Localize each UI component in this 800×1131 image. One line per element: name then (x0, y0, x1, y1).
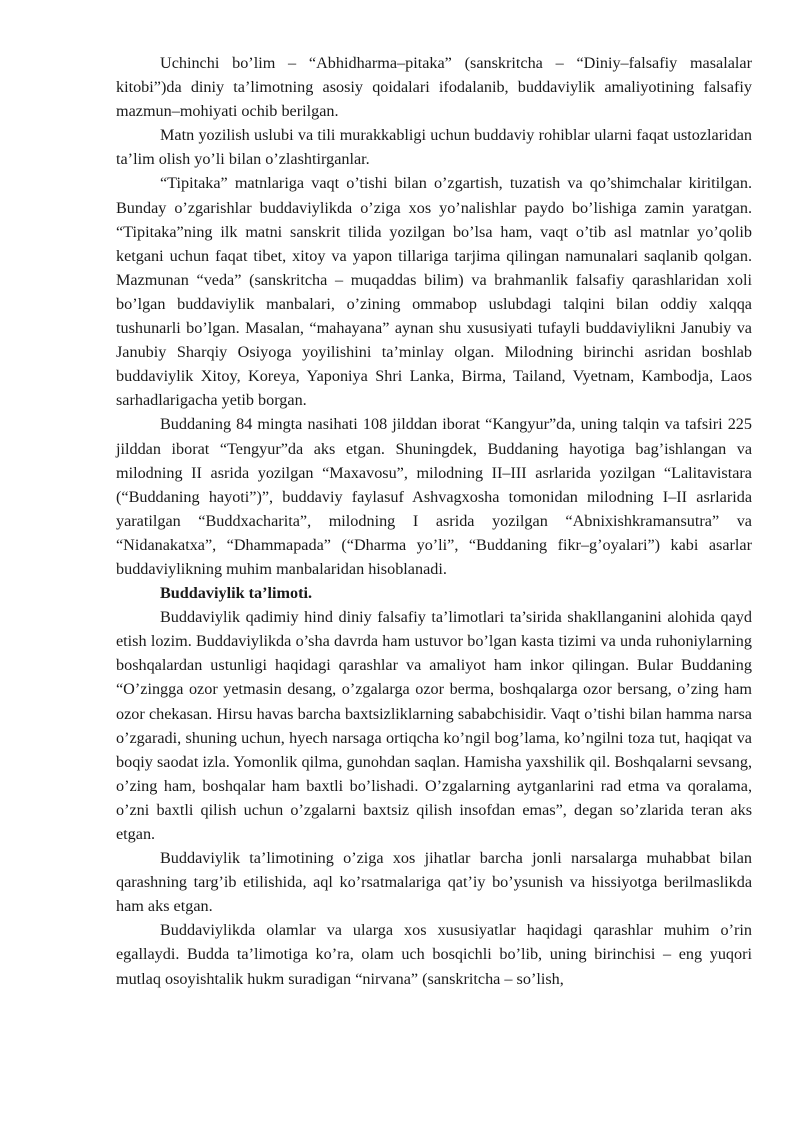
paragraph-buddhism-features: Buddaviylik ta’limotining o’ziga xos jihatlar barcha jonli narsalarga muhabbat bilan qarashning targ’ib etilishida, aql ko’rsatmalariga qat’iy bo’ysunish va hissiyotga berilmaslikda ham aks etgan. (116, 849, 752, 916)
paragraph-teaching-method: Matn yozilish uslubi va tili murakkabligi uchun buddaviy rohiblar ularni faqat ustozlaridan ta’lim olish yo’li bilan o’zlashtirganlar. (116, 126, 752, 169)
paragraph-abhidharma: Uchinchi bo’lim – “Abhidharma–pitaka” (sanskritcha – “Diniy–falsafiy masalalar kitobi”)da diniy ta’limotning asosiy qoidalari ifodalanib, buddaviylik amaliyotining falsafiy mazmun–mohiyati ochib berilgan. (116, 54, 752, 121)
document-page (116, 51, 752, 991)
section-heading: Buddaviylik ta’limoti. (160, 584, 313, 603)
paragraph-worlds: Buddaviylikda olamlar va ularga xos xususiyatlar haqidagi qarashlar muhim o’rin egallaydi. Budda ta’limotiga ko’ra, olam uch bosqichli bo’lib, uning birinchisi – eng yuqori mutlaq osoyishtalik hukm suradigan “nirvana” (sanskritcha – so’lish, (116, 921, 752, 988)
paragraph-buddhism-origins: Buddaviylik qadimiy hind diniy falsafiy ta’limotlari ta’sirida shakllanganini alohida qayd etish lozim. Buddaviylikda o’sha davrda ham ustuvor bo’lgan kasta tizimi va unda ruhoniylarning boshqalardan ustunligi haqidagi qarashlar va amaliyot ham inkor qilingan. Bular Buddaning “O’zingga ozor yetmasin desang, o’zgalarga ozor berma, boshqalarga ozor bersang, o’zing ham ozor chekasan. Hirsu havas barcha baxtsizliklarning sababchisidir. Vaqt o’tishi bilan hamma narsa o’zgaradi, shuning uchun, hyech narsaga ortiqcha ko’ngil bog’lama, ko’ngilni toza tut, haqiqat va boqiy saodat izla. Yomonlik qilma, gunohdan saqlan. Hamisha yaxshilik qil. Boshqalarni sevsang, o’zing ham, boshqalar ham baxtli bo’lishadi. O’zgalarning aytganlarini rad etma va qoralama, o’zni baxtli qilish uchun o’zgalarni baxtsiz qilish insofdan emas”, degan so’zlarida teran aks etgan. (116, 608, 752, 843)
paragraph-buddha-sources: Buddaning 84 mingta nasihati 108 jilddan iborat “Kangyur”da, uning talqin va tafsiri 225 jilddan iborat “Tengyur”da aks etgan. Shuningdek, Buddaning hayotiga bag’ishlangan va milodning II asrida yozilgan “Maxavosu”, milodning II–III asrlarida yozilgan “Lalitavistara (“Buddaning hayoti”)”, buddaviy faylasuf Ashvagxosha tomonidan milodning I–II asrlarida yaratilgan “Buddxacharita”, milodning I asrida yozilgan “Abnixishkramansutra” va “Nidanakatxa”, “Dhammapada” (“Dharma yo’li”, “Buddaning fikr–g’oyalari”) kabi asarlar buddaviylikning muhim manbalaridan hisoblanadi. (116, 415, 752, 578)
paragraph-tipitaka-changes: “Tipitaka” matnlariga vaqt o’tishi bilan o’zgartish, tuzatish va qo’shimchalar kiritilgan. Bunday o’zgarishlar buddaviylikda o’ziga xos yo’nalishlar paydo bo’lishiga zamin yaratgan. “Tipitaka”ning ilk matni sanskrit tilida yozilgan bo’lsa ham, vaqt o’tib asl matnlar yo’qolib ketgani uchun faqat tibet, xitoy va yapon tillariga tarjima qilingan namunalari saqlanib qolgan. Mazmunan “veda” (sanskritcha – muqaddas bilim) va brahmanlik falsafiy qarashlaridan xoli bo’lgan buddaviylik manbalari, o’zining ommabop uslubdagi talqini bilan oddiy xalqqa tushunarli bo’lgan. Masalan, “mahayana” aynan shu xususiyati tufayli buddaviylikni Janubiy va Janubiy Sharqiy Osiyoga yoyilishini ta’minlay olgan. Milodning birinchi asridan boshlab buddaviylik Xitoy, Koreya, Yaponiya Shri Lanka, Birma, Tailand, Vyetnam, Kambodja, Laos sarhadlarigacha yetib borgan. (116, 174, 752, 410)
